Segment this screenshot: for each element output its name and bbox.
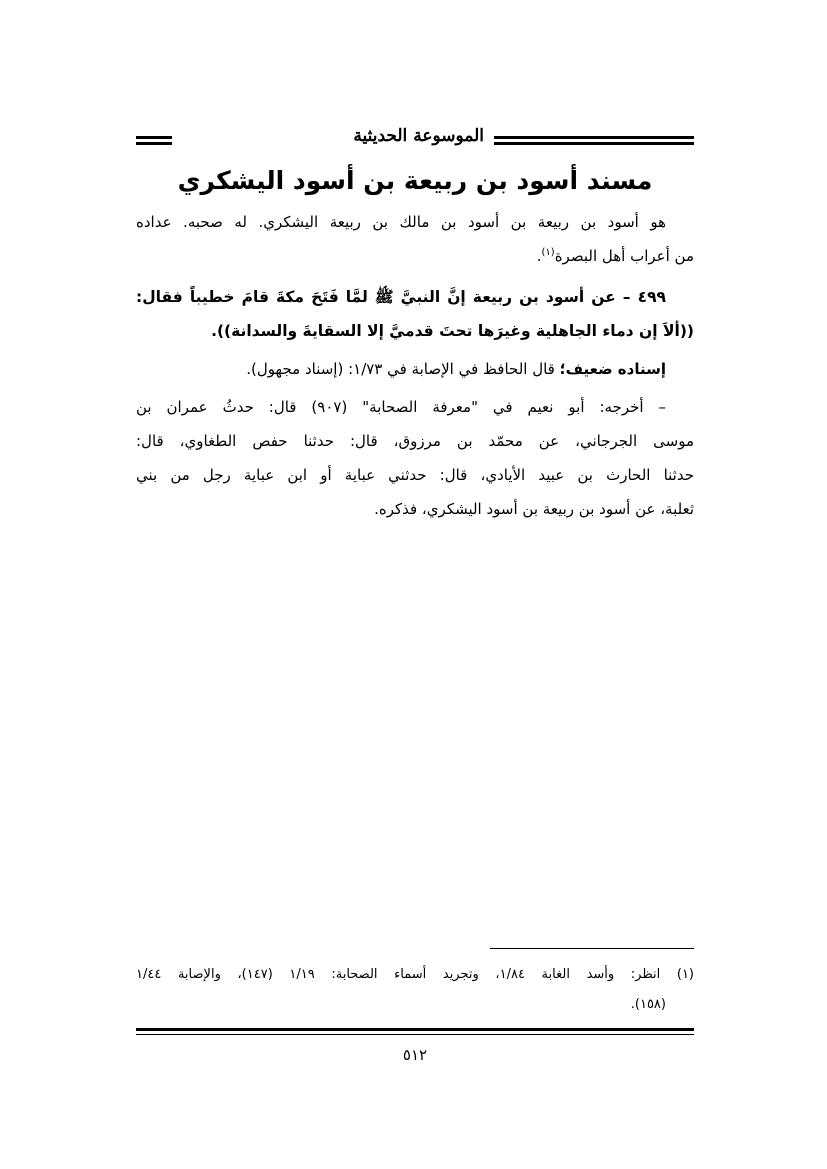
takhrij-line-2: موسى الجرجاني، عن محمّد بن مرزوق، قال: حدثنا حفص الطغاوي، قال:	[136, 432, 694, 450]
footnote-line-2: (١٥٨).	[630, 997, 666, 1012]
header-rule-left-top	[136, 136, 172, 139]
takhrij-line-4: ثعلبة، عن أسود بن ربيعة بن أسود اليشكري، فذكره.	[374, 500, 694, 518]
footnote-line-1: (١) انظر: وأسد الغابة ١/٨٤، وتجريد أسماء الصحابة: ١/١٩ (١٤٧)، والإصابة ١/٤٤	[136, 967, 694, 982]
bottom-rule-thick	[136, 1028, 694, 1031]
intro-line-2-text: من أعراب أهل البصرة	[554, 247, 694, 265]
header-rule-left-bottom	[136, 142, 172, 145]
hadith-isnad-line: ٤٩٩ – عن أسود بن ربيعة إنَّ النبيَّ ﷺ لمَّا فَتَحَ مكةَ قامَ خطيباً فقال:	[136, 288, 666, 306]
takhrij-line-1: – أخرجه: أبو نعيم في "معرفة الصحابة" (٩٠٧) قال: حدثُ عمران بن	[136, 398, 666, 416]
grading-text: قال الحافظ في الإصابة في ١/٧٣: (إسناد مجهول).	[246, 360, 560, 378]
grading-paragraph	[136, 352, 694, 386]
running-header	[136, 124, 694, 154]
header-rule-right-top	[494, 136, 694, 139]
footnotes	[136, 960, 694, 1020]
section-title: مسند أسود بن ربيعة بن أسود اليشكري	[177, 166, 653, 195]
hadith-matn-line: ((ألاَ إن دماء الجاهلية وغيرَها تحتَ قدميَّ إلا السقايةَ والسدانة)).	[211, 322, 694, 340]
takhrij-line-3: حدثنا الحارث بن عبيد الأيادي، قال: حدثني عباية أو ابن عباية رجل من بني	[136, 466, 694, 484]
intro-line-2	[136, 239, 694, 273]
hadith-paragraph	[136, 280, 694, 348]
takhrij-paragraph	[136, 390, 694, 526]
grading-line	[136, 352, 694, 386]
intro-paragraph	[136, 205, 694, 273]
intro-line-2-end: .	[536, 247, 542, 265]
header-rule-right-bottom	[494, 142, 694, 145]
intro-line-1: هو أسود بن ربيعة بن أسود بن مالك بن ربيعة اليشكري. له صحبه. عداده	[136, 213, 666, 231]
footnote-separator	[490, 948, 694, 949]
grading-label: إسناده ضعيف؛	[559, 360, 666, 378]
running-title: الموسوعة الحديثية	[353, 126, 484, 146]
footnote-ref: (١)	[541, 247, 555, 258]
page-number: ٥١٢	[402, 1046, 428, 1064]
bottom-rule-thin	[136, 1034, 694, 1035]
